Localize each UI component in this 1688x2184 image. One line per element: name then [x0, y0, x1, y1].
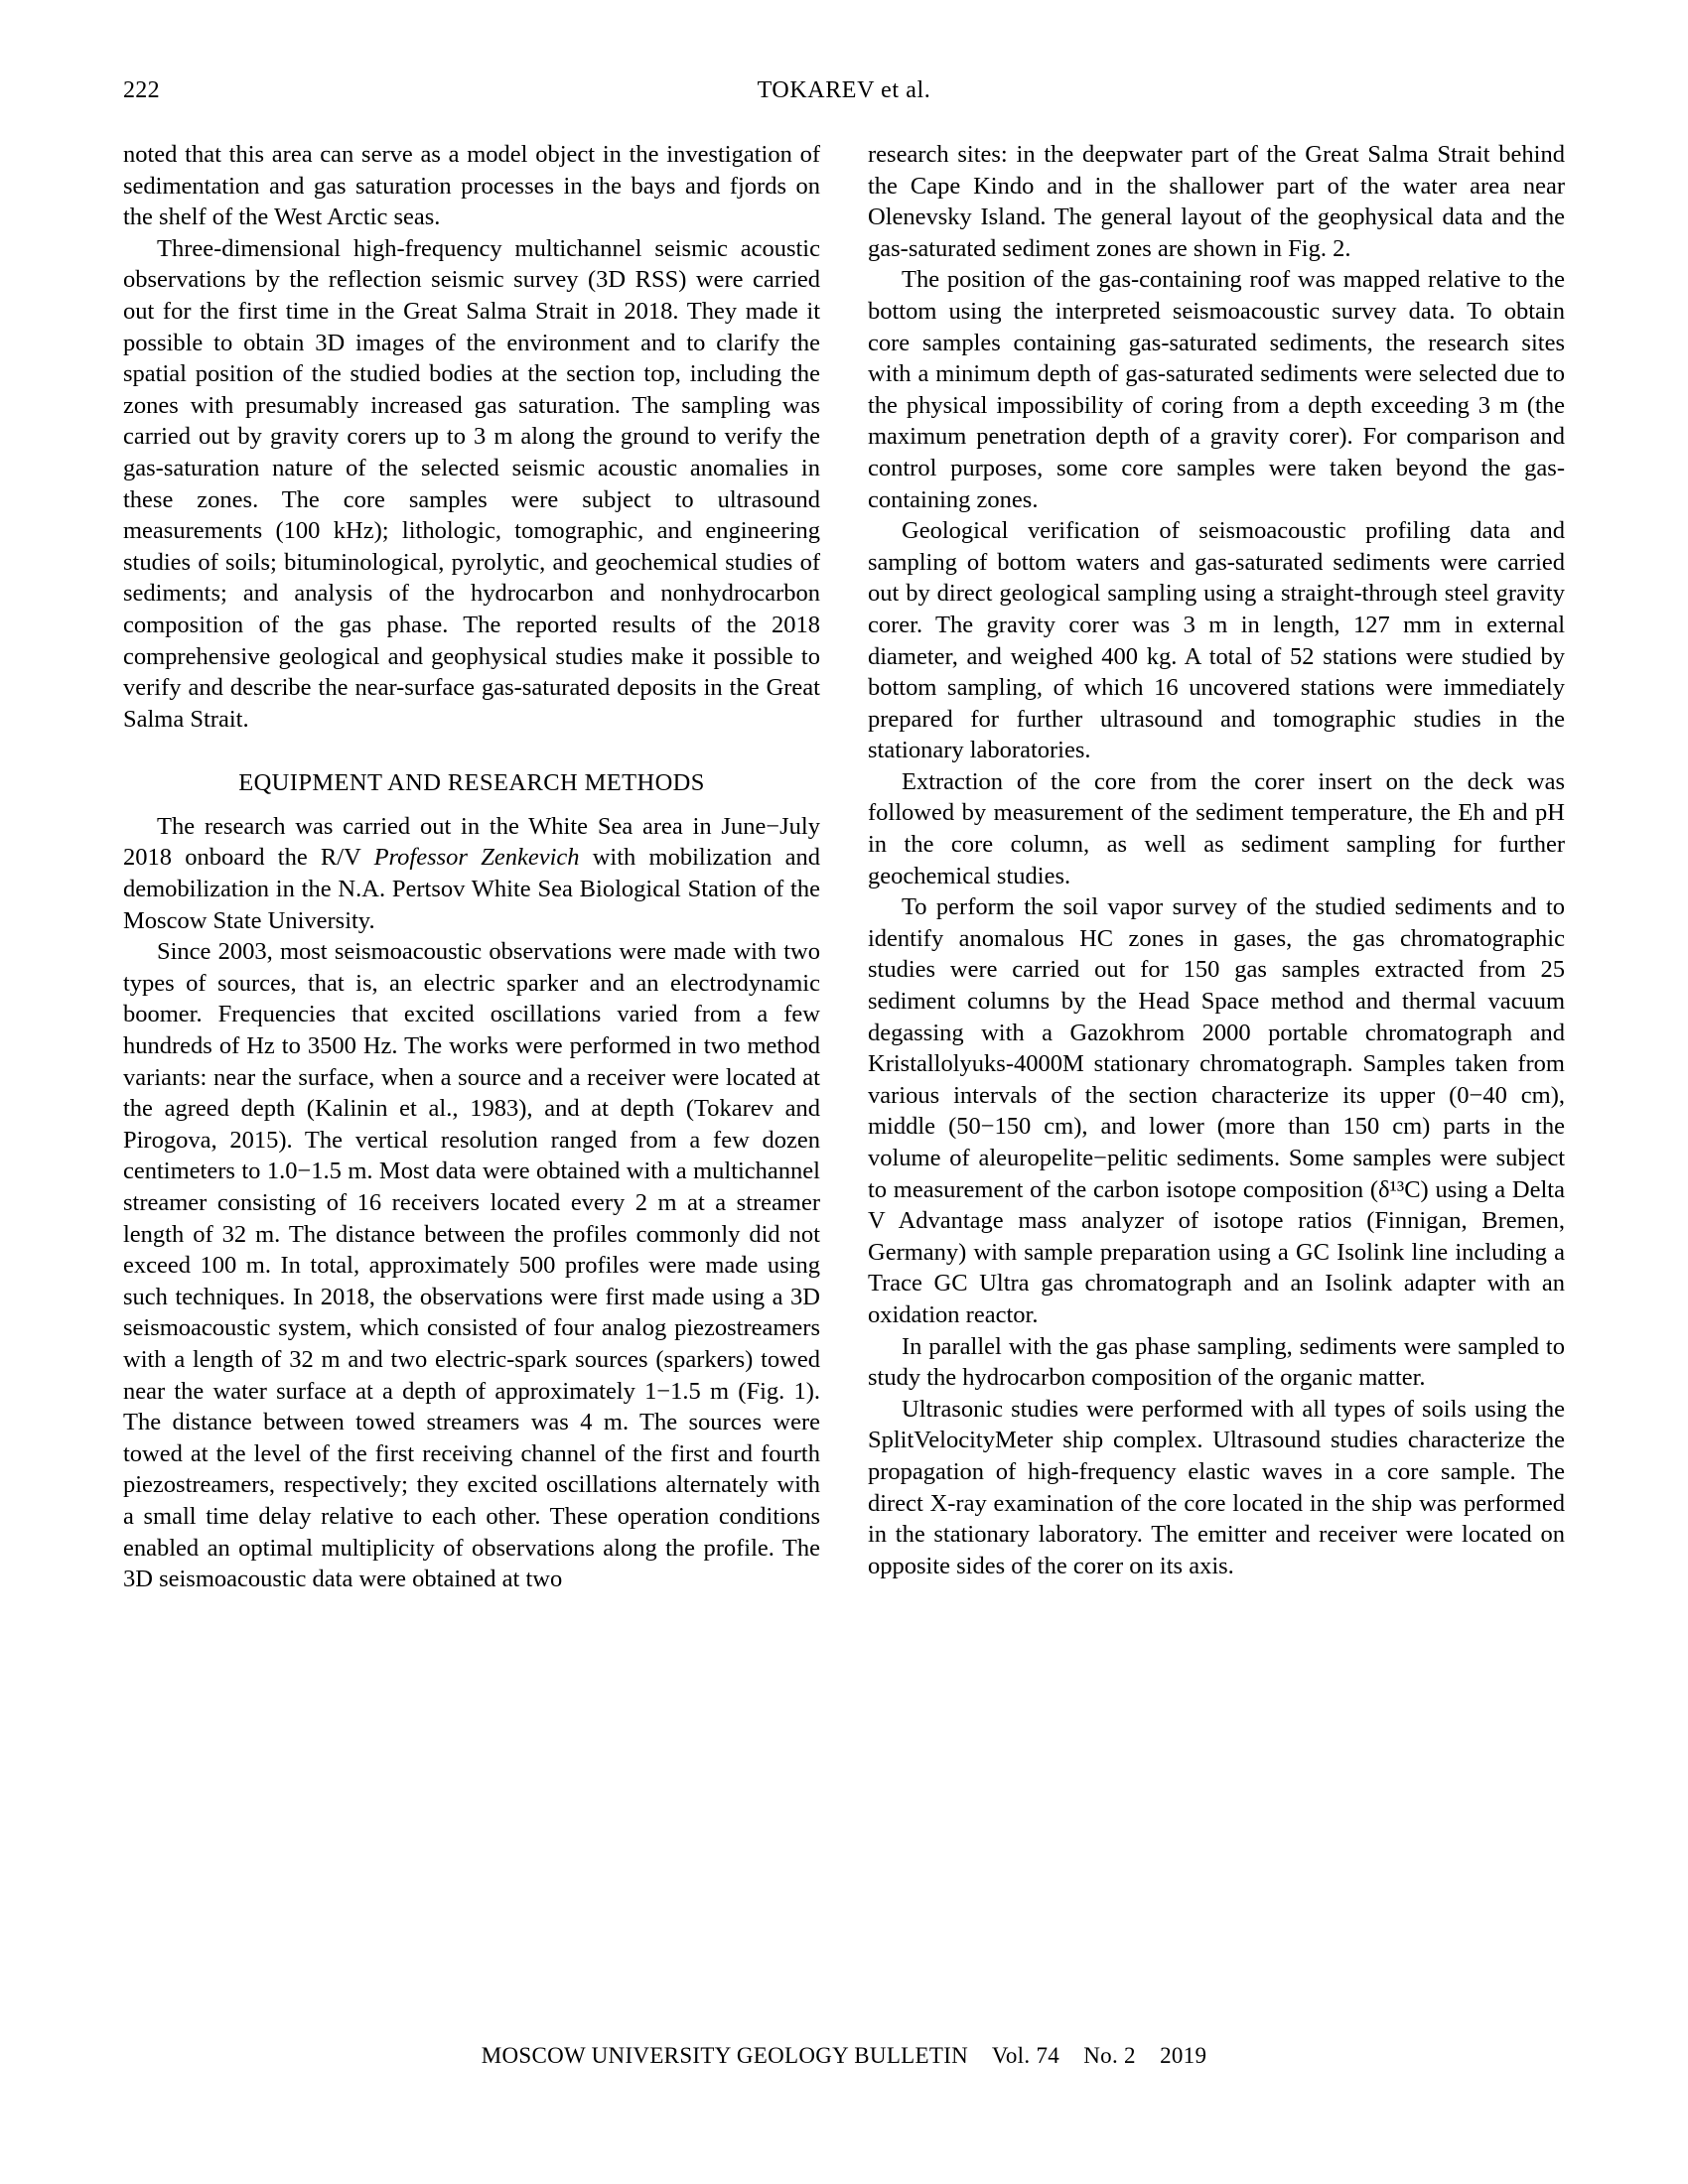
paragraph: noted that this area can serve as a model object in the investigation of sedimentation and gas saturation processes in the bays and fjords on the shelf of the West Arctic seas. [123, 141, 820, 231]
right-column [868, 139, 1565, 1595]
paragraph-with-italic [123, 811, 820, 936]
page-footer [0, 2043, 1688, 2069]
paragraph: Geological verification of seismoacoustic profiling data and sampling of bottom waters and gas-saturated sediments were carried out by direct geological sampling using a straight-through steel gravity corer. The gravity corer was 3 m in length, 127 mm in external diameter, and weighed 400 kg. A total of 52 stations were studied by bottom sampling, of which 16 uncovered stations were immediately prepared for further ultrasound and tomographic studies in the stationary laboratories. [868, 517, 1565, 764]
page-header [0, 77, 1688, 107]
footer-gap [1059, 2043, 1083, 2068]
section-heading: EQUIPMENT AND RESEARCH METHODS [238, 769, 705, 797]
footer-gap [968, 2043, 992, 2068]
paragraph-run: with mobilization and demobilization in the N.A. Pertsov White Sea Biological Station of the Moscow State University. [123, 844, 820, 934]
year: 2019 [1160, 2043, 1207, 2068]
paragraph: research sites: in the deepwater part of the Great Salma Strait behind the Cape Kindo and in the shallower part of the water area near Olenevsky Island. The general layout of the geophysical data and the gas-saturated sediment zones are shown in Fig. 2. [868, 141, 1565, 262]
paragraph: Extraction of the core from the corer insert on the deck was followed by measurement of the sediment temperature, the Eh and pH in the core column, as well as sediment sampling for further geochemical studies. [868, 767, 1565, 889]
paragraph: Ultrasonic studies were performed with all types of soils using the SplitVelocityMeter ship complex. Ultrasound studies characterize the propagation of high-frequency elastic waves in a core sample. The direct X-ray examination of the core located in the ship was performed in the stationary laboratory. The emitter and receiver were located on opposite sides of the corer on its axis. [868, 1395, 1565, 1579]
left-column [123, 139, 820, 1595]
page-number: 222 [123, 77, 160, 103]
issue: No. 2 [1083, 2043, 1136, 2068]
paragraph-run: The research was carried out in the White Sea area in June−July 2018 onboard the R/V [123, 812, 820, 872]
running-title: TOKAREV et al. [757, 77, 931, 103]
paragraph: To perform the soil vapor survey of the studied sediments and to identify anomalous HC zones in gases, the gas chromatographic studies were carried out for 150 gas samples extracted from 25 sediment columns by the Head Space method and thermal vacuum degassing with a Gazokhrom 2000 portable chromatograph and Kristallolyuks-4000M stationary chromatograph. Samples taken from various intervals of the section characterize its upper (0−40 cm), middle (50−150 cm), and lower (more than 150 cm) parts in the volume of aleuropelite−pelitic sediments. Some samples were subject to measurement of the carbon isotope composition (δ¹³C) using a Delta V Advantage mass analyzer of isotope ratios (Finnigan, Bremen, Germany) with sample preparation using a GC Isolink line including a Trace GC Ultra gas chromatograph and an Isolink adapter with an oxidation reactor. [868, 893, 1565, 1328]
vessel-name-italic: Professor Zenkevich [373, 844, 580, 872]
paragraph: Three-dimensional high-frequency multichannel seismic acoustic observations by the reflection seismic survey (3D RSS) were carried out for the first time in the Great Salma Strait in 2018. They made it possible to obtain 3D images of the environment and to clarify the spatial position of the studied bodies at the section top, including the zones with presumably increased gas saturation. The sampling was carried out by gravity corers up to 3 m along the ground to verify the gas-saturation nature of the selected seismic acoustic anomalies in these zones. The core samples were subject to ultrasound measurements (100 kHz); lithologic, tomographic, and engineering studies of soils; bituminological, pyrolytic, and geochemical studies of sediments; and analysis of the hydrocarbon and nonhydrocarbon composition of the gas phase. The reported results of the 2018 comprehensive geological and geophysical studies make it possible to verify and describe the near-surface gas-saturated deposits in the Great Salma Strait. [123, 234, 820, 733]
paragraph: The position of the gas-containing roof was mapped relative to the bottom using the interpreted seismoacoustic survey data. To obtain core samples containing gas-saturated sediments, the research sites with a minimum depth of gas-saturated sediments were selected due to the physical impossibility of coring from a depth exceeding 3 m (the maximum penetration depth of a gravity corer). For comparison and control purposes, some core samples were taken beyond the gas-containing zones. [868, 266, 1565, 513]
journal-name: MOSCOW UNIVERSITY GEOLOGY BULLETIN [481, 2043, 969, 2068]
volume: Vol. 74 [991, 2043, 1060, 2068]
paragraph: In parallel with the gas phase sampling, sediments were sampled to study the hydrocarbon composition of the organic matter. [868, 1332, 1565, 1392]
paragraph: Since 2003, most seismoacoustic observations were made with two types of sources, that is, an electric sparker and an electrodynamic boomer. Frequencies that excited oscillations varied from a few hundreds of Hz to 3500 Hz. The works were performed in two method variants: near the surface, when a source and a receiver were located at the agreed depth (Kalinin et al., 1983), and at depth (Tokarev and Pirogova, 2015). The vertical resolution ranged from a few dozen centimeters to 1.0−1.5 m. Most data were obtained with a multichannel streamer consisting of 16 receivers located every 2 m at a streamer length of 32 m. The distance between the profiles commonly did not exceed 100 m. In total, approximately 500 profiles were made using such techniques. In 2018, the observations were first made using a 3D seismoacoustic system, which consisted of four analog piezostreamers with a length of 32 m and two electric-spark sources (sparkers) towed near the water surface at a depth of approximately 1−1.5 m (Fig. 1). The distance between towed streamers was 4 m. The sources were towed at the level of the first receiving channel of the first and fourth piezostreamers, respectively; they excited oscillations alternately with a small time delay relative to each other. These operation conditions enabled an optimal multiplicity of observations along the profile. The 3D seismoacoustic data were obtained at two [123, 938, 820, 1593]
body-columns [123, 139, 1565, 1595]
footer-gap [1136, 2043, 1160, 2068]
